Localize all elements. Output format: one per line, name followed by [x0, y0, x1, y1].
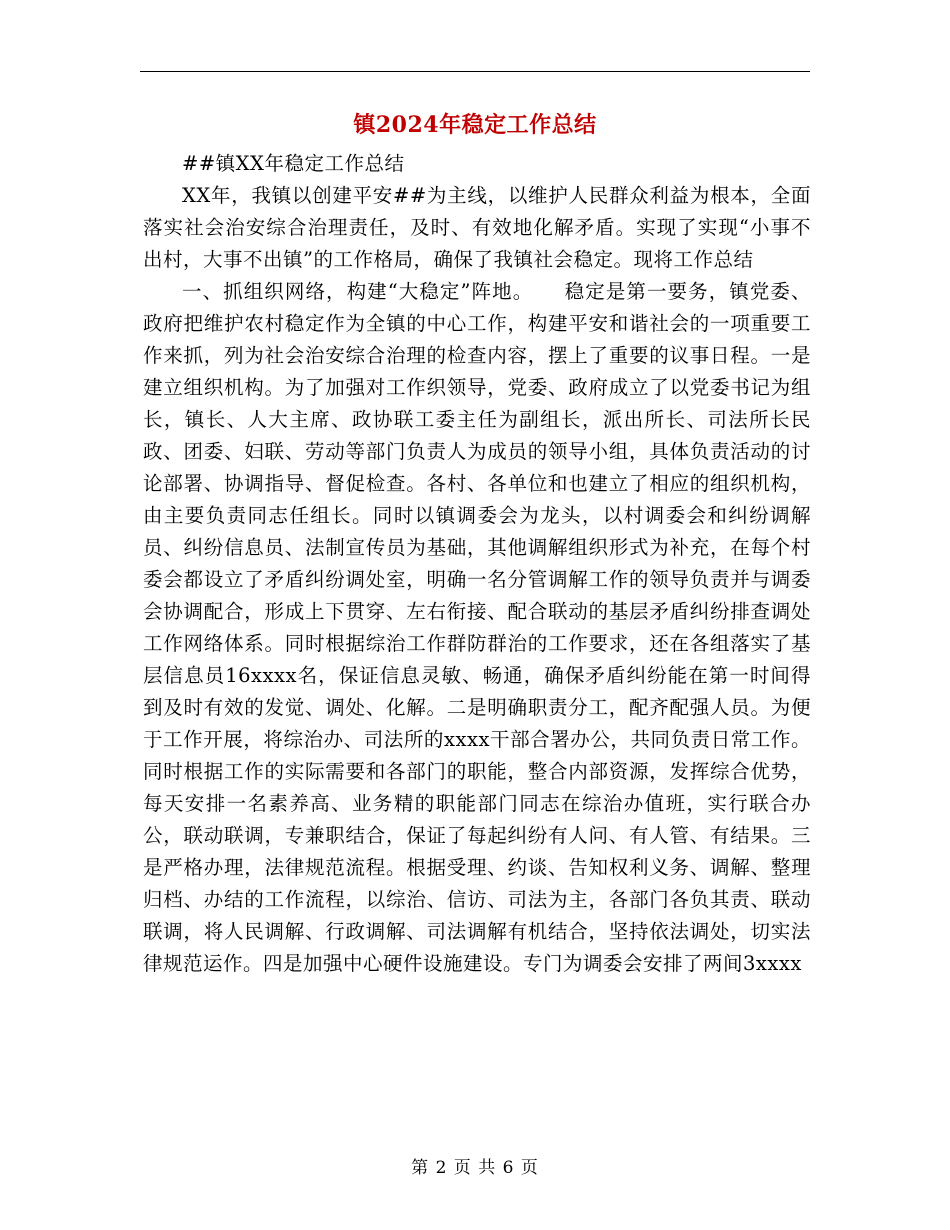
subtitle-paragraph: ##镇XX年稳定工作总结: [182, 152, 405, 175]
page-number: 第 2 页 共 6 页: [411, 1158, 539, 1178]
intro-paragraph: XX年，我镇以创建平安##为主线，以维护人民群众利益为根本，全面落实社会治安综合治理责任，及时、有效地化解矛盾。实现了实现“小事不出村，大事不出镇”的工作格局，确保了我镇社会稳定。现将工作总结: [143, 184, 811, 271]
page-footer: [0, 1153, 950, 1178]
document-title: 镇2024年稳定工作总结: [353, 112, 597, 138]
section-one-paragraph: 一、抓组织网络，构建“大稳定”阵地。 稳定是第一要务，镇党委、政府把维护农村稳定作为全镇的中心工作，构建平安和谐社会的一项重要工作来抓，列为社会治安综合治理的检查内容，摆上了重要的议事日程。一是建立组织机构。为了加强对工作织领导，党委、政府成立了以党委书记为组长，镇长、人大主席、政协联工委主任为副组长，派出所长、司法所长民政、团委、妇联、劳动等部门负责人为成员的领导小组，具体负责活动的讨论部署、协调指导、督促检查。各村、各单位和也建立了相应的组织机构，由主要负责同志任组长。同时以镇调委会为龙头，以村调委会和纠纷调解员、纠纷信息员、法制宣传员为基础，其他调解组织形式为补充，在每个村委会都设立了矛盾纠纷调处室，明确一名分管调解工作的领导负责并与调委会协调配合，形成上下贯穿、左右衔接、配合联动的基层矛盾纠纷排查调处工作网络体系。同时根据综治工作群防群治的工作要求，还在各组落实了基层信息员16xxxx名，保证信息灵敏、畅通，确保矛盾纠纷能在第一时间得到及时有效的发觉、调处、化解。二是明确职责分工，配齐配强人员。为便于工作开展，将综治办、司法所的xxxx干部合署办公，共同负责日常工作。同时根据工作的实际需要和各部门的职能，整合内部资源，发挥综合优势，每天安排一名素养高、业务精的职能部门同志在综治办值班，实行联合办公，联动联调，专兼职结合，保证了每起纠纷有人问、有人管、有结果。三是严格办理，法律规范流程。根据受理、约谈、告知权利义务、调解、整理归档、办结的工作流程，以综治、信访、司法为主，各部门各负其责、联动联调，将人民调解、行政调解、司法调解有机结合，坚持依法调处，切实法律规范运作。四是加强中心硬件设施建设。专门为调委会安排了两间3xxxx: [143, 280, 811, 975]
header-rule: [140, 71, 810, 72]
document-body: [143, 148, 811, 980]
